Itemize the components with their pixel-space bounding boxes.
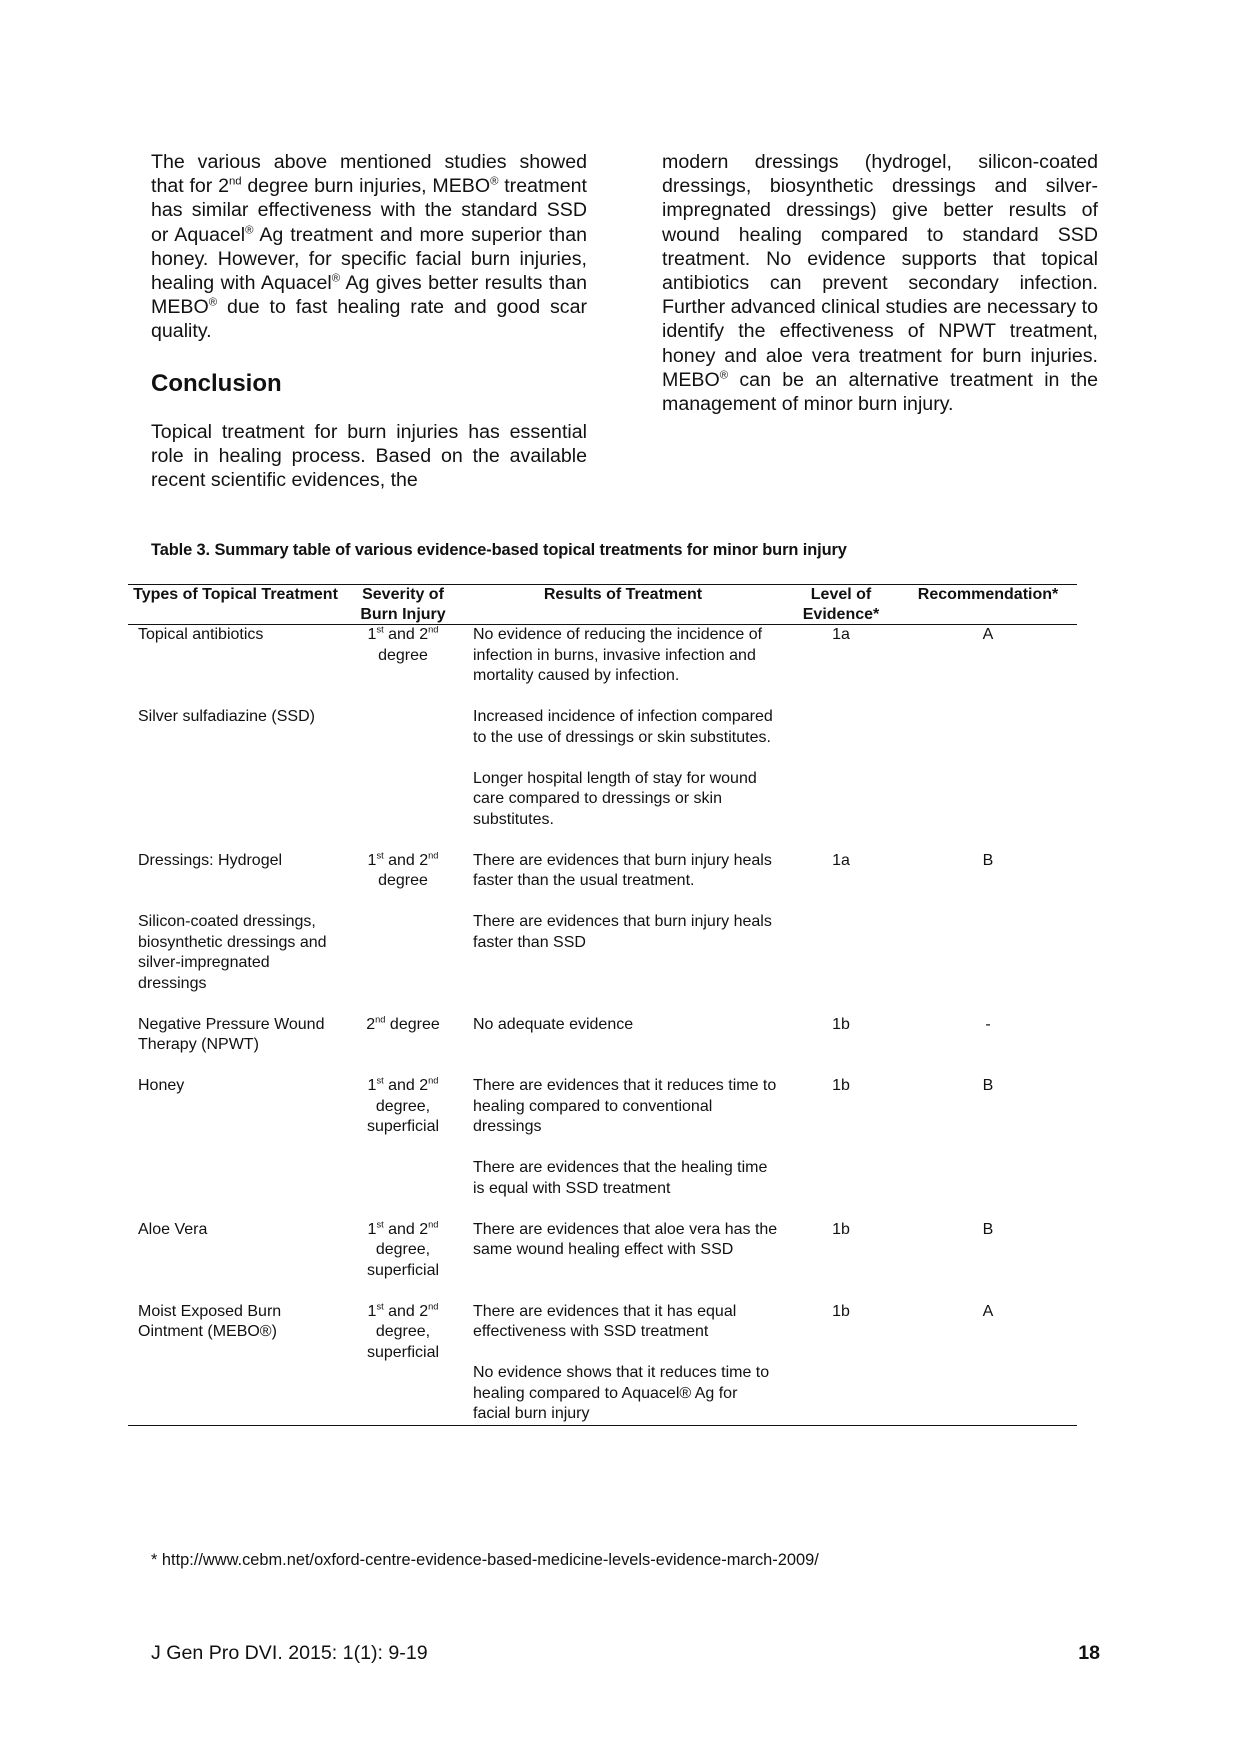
cell-type: Silver sulfadiazine (SSD) [138, 708, 315, 725]
result-text: There are evidences that it has equal effectiveness with SSD treatment [473, 1302, 737, 1340]
cell-severity: 1st and 2nd degree, superficial [366, 1301, 440, 1361]
right-paragraph: modern dressings (hydrogel, silicon-coated dressings, biosynthetic dressings and silver-impregnated dressings) give better results of wound healing compared to standard SSD treatment. No evidence supports that topical antibiotics can prevent secondary infection. Further advanced clinical studies are necessary to identify the effectiveness of NPWT treatment, honey and aloe vera treatment for burn injuries. MEBO® can be an alternative treatment in the management of minor burn injury. [662, 151, 1098, 416]
row-spacer [128, 830, 1077, 851]
page-number: 18 [1078, 1642, 1100, 1664]
cell-type: Honey [138, 1077, 185, 1094]
spacer-cell [128, 687, 1077, 708]
summary-table [128, 584, 1077, 1426]
cell-severity: 1st and 2nd degree [367, 624, 439, 664]
table-row [128, 1076, 1077, 1199]
table-row [128, 1015, 1077, 1056]
cell-results [463, 851, 783, 892]
result-text: There are evidences that the healing time is equal with SSD treatment [473, 1159, 768, 1197]
cell-recommendation [899, 707, 1077, 830]
cell-level: 1b [832, 1302, 850, 1320]
table-body [128, 625, 1077, 1426]
row-spacer [128, 1281, 1077, 1302]
cell-type: Dressings: Hydrogel [138, 851, 283, 869]
table-row [128, 707, 1077, 830]
row-spacer [128, 1056, 1077, 1077]
cell-recommendation: A [982, 626, 994, 643]
left-column [151, 150, 587, 492]
spacer-cell [128, 1199, 1077, 1220]
cell-results [463, 625, 783, 687]
cell-severity: 2nd degree [366, 1014, 440, 1033]
cell-type: Negative Pressure Wound Therapy (NPWT) [138, 1015, 325, 1053]
summary-table-wrap [128, 584, 1077, 1426]
cell-recommendation: B [982, 1220, 994, 1238]
spacer-cell [128, 1281, 1077, 1302]
cell-type: Aloe Vera [138, 1220, 208, 1238]
cell-results [463, 1302, 783, 1426]
cell-level: 1a [832, 626, 850, 643]
header-level: Level of Evidence* [783, 585, 899, 625]
cell-recommendation: A [982, 1302, 994, 1320]
cell-results [463, 912, 783, 994]
header-type: Types of Topical Treatment [128, 585, 343, 625]
cell-recommendation: B [982, 851, 994, 869]
table-caption: Table 3. Summary table of various evidence-based topical treatments for minor burn injury [151, 541, 847, 559]
cell-type: Topical antibiotics [138, 626, 264, 643]
cell-type: Moist Exposed Burn Ointment (MEBO®) [138, 1302, 282, 1340]
cell-type: Silicon-coated dressings, biosynthetic dressings and silver-impregnated dressings [138, 913, 327, 992]
cell-severity: 1st and 2nd degree [367, 850, 439, 889]
cell-recommendation: - [985, 1015, 991, 1033]
cell-results [463, 1015, 783, 1056]
result-text: Longer hospital length of stay for wound care compared to dressings or skin substitutes. [473, 769, 757, 828]
cell-level [783, 912, 899, 994]
cell-level: 1b [832, 1220, 850, 1238]
table-row [128, 1302, 1077, 1426]
cell-results [463, 707, 783, 830]
table-row [128, 1220, 1077, 1282]
table-row [128, 625, 1077, 687]
cell-level: 1b [832, 1077, 850, 1094]
spacer-cell [128, 830, 1077, 851]
header-results: Results of Treatment [463, 585, 783, 625]
journal-citation: J Gen Pro DVI. 2015: 1(1): 9-19 [151, 1642, 428, 1664]
result-text: No adequate evidence [473, 1015, 634, 1033]
cell-results [463, 1220, 783, 1282]
header-recommendation: Recommendation* [899, 585, 1077, 625]
left-paragraph-1: The various above mentioned studies showed that for 2nd degree burn injuries, MEBO® treatment has similar effectiveness with the standard SSD or Aquacel® Ag treatment and more superior than honey. However, for specific facial burn injuries, healing with Aquacel® Ag gives better results than MEBO® due to fast healing rate and good scar quality. [151, 151, 587, 343]
result-text: There are evidences that burn injury heals faster than the usual treatment. [473, 851, 772, 889]
left-paragraph-2: Topical treatment for burn injuries has essential role in healing process. Based on the available recent scientific evidences, the [151, 420, 587, 492]
table-footnote: * http://www.cebm.net/oxford-centre-evidence-based-medicine-levels-evidence-march-2009/ [151, 1551, 819, 1569]
result-text: There are evidences that burn injury heals faster than SSD [473, 913, 772, 951]
cell-recommendation: B [982, 1077, 994, 1094]
row-spacer [128, 1199, 1077, 1220]
header-severity: Severity of Burn Injury [343, 585, 463, 625]
result-text: There are evidences that aloe vera has the same wound healing effect with SSD [473, 1220, 778, 1258]
cell-severity: 1st and 2nd degree, superficial [366, 1219, 440, 1279]
cell-severity: 1st and 2nd degree, superficial [366, 1075, 440, 1135]
table-header-row [128, 585, 1077, 625]
right-column [662, 150, 1098, 416]
result-text: Increased incidence of infection compared to the use of dressings or skin substitutes. [473, 708, 773, 746]
table-row [128, 912, 1077, 994]
cell-level [783, 707, 899, 830]
row-spacer [128, 994, 1077, 1015]
conclusion-heading: Conclusion [151, 369, 282, 397]
cell-severity [343, 707, 463, 830]
spacer-cell [128, 892, 1077, 913]
result-text: No evidence shows that it reduces time to healing compared to Aquacel® Ag for facial burn injury [473, 1364, 770, 1422]
spacer-cell [128, 994, 1077, 1015]
cell-level: 1b [832, 1015, 850, 1033]
result-text: There are evidences that it reduces time to healing compared to conventional dressings [473, 1077, 777, 1135]
row-spacer [128, 892, 1077, 913]
cell-level: 1a [832, 851, 850, 869]
spacer-cell [128, 1056, 1077, 1077]
cell-severity [343, 912, 463, 994]
cell-recommendation [899, 912, 1077, 994]
table-row [128, 851, 1077, 892]
row-spacer [128, 687, 1077, 708]
cell-results [463, 1076, 783, 1199]
result-text: No evidence of reducing the incidence of infection in burns, invasive infection and mortality caused by infection. [473, 626, 763, 684]
